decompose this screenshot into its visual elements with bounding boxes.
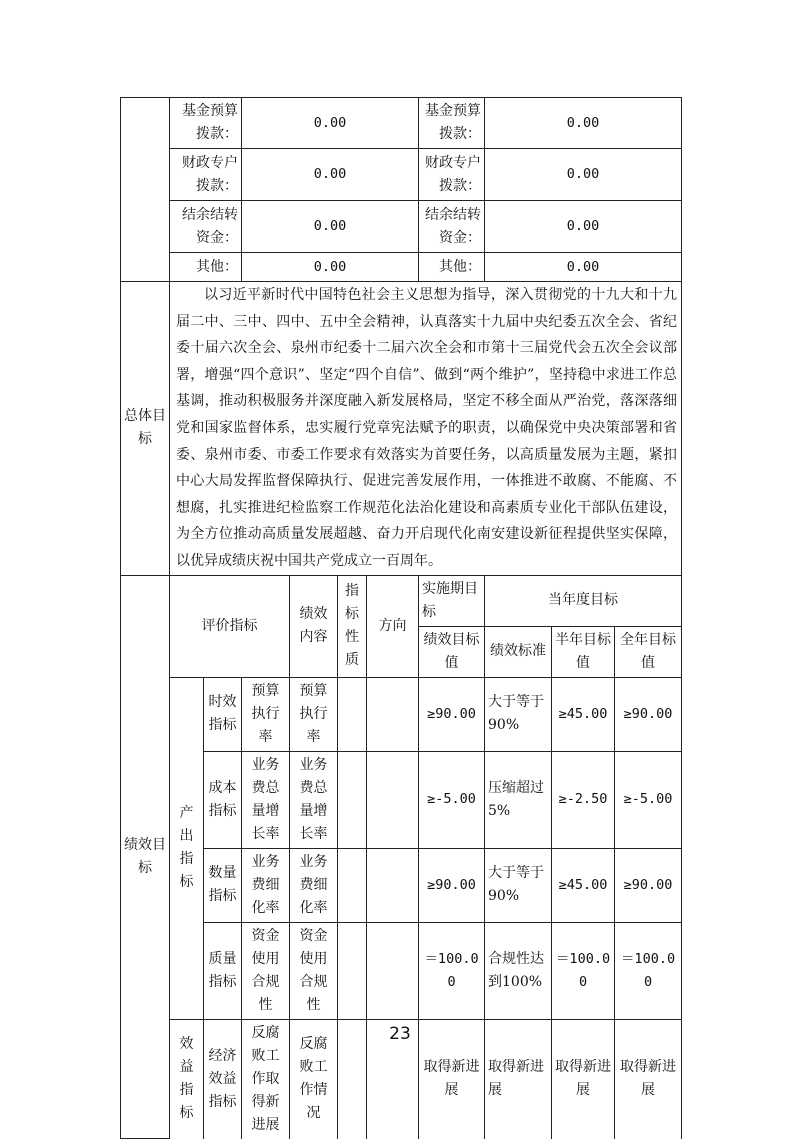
indicator-name: 反腐败工作取得新进展 — [242, 1019, 290, 1139]
funding-blank-cell — [121, 98, 170, 282]
header-current-year: 当年度目标 — [485, 575, 682, 626]
indicator-row — [121, 751, 682, 848]
funding-label-right: 基金预算拨款： — [419, 98, 485, 149]
sub-indicator: 时效指标 — [204, 677, 242, 751]
header-impl-value: 绩效目标值 — [419, 626, 485, 677]
indicator-direction — [367, 677, 419, 751]
funding-label-left: 其他： — [170, 253, 242, 282]
half-year-value: ≥45.00 — [552, 677, 615, 751]
funding-label-left: 结余结转资金： — [170, 201, 242, 253]
funding-row — [121, 98, 682, 149]
header-nature: 指标性质 — [338, 575, 367, 677]
full-year-value: ≥90.00 — [615, 848, 682, 922]
indicator-row — [121, 677, 682, 751]
funding-label-left: 财政专户拨款： — [170, 149, 242, 201]
indicator-row — [121, 848, 682, 922]
performance-goal-label: 绩效目标 — [121, 575, 170, 1139]
standard: 压缩超过5% — [485, 751, 552, 848]
sub-indicator: 经济效益指标 — [204, 1019, 242, 1139]
sub-indicator: 质量指标 — [204, 922, 242, 1019]
impl-value: 取得新进展 — [419, 1019, 485, 1139]
funding-value-right: 0.00 — [485, 201, 682, 253]
indicator-direction — [367, 751, 419, 848]
indicator-row — [121, 922, 682, 1019]
sub-indicator: 成本指标 — [204, 751, 242, 848]
funding-label-right: 结余结转资金： — [419, 201, 485, 253]
impl-value: ＝100.00 — [419, 922, 485, 1019]
impl-value: ≥90.00 — [419, 848, 485, 922]
standard: 合规性达到100% — [485, 922, 552, 1019]
half-year-value: ≥45.00 — [552, 848, 615, 922]
indicator-content: 业务费细化率 — [290, 848, 338, 922]
indicator-nature — [338, 751, 367, 848]
funding-label-left: 基金预算拨款： — [170, 98, 242, 149]
funding-value-left: 0.00 — [242, 98, 419, 149]
performance-header-row — [121, 575, 682, 626]
overall-goal-label: 总体目标 — [121, 282, 170, 576]
page-number: 23 — [389, 1024, 411, 1044]
header-full-year: 全年目标值 — [615, 626, 682, 677]
standard: 大于等于90% — [485, 848, 552, 922]
indicator-name: 预算执行率 — [242, 677, 290, 751]
funding-value-left: 0.00 — [242, 253, 419, 282]
full-year-value: 取得新进展 — [615, 1019, 682, 1139]
full-year-value: ≥90.00 — [615, 677, 682, 751]
indicator-name: 业务费总量增长率 — [242, 751, 290, 848]
overall-goal-row — [121, 282, 682, 576]
funding-label-right: 其他： — [419, 253, 485, 282]
header-half-year: 半年目标值 — [552, 626, 615, 677]
half-year-value: ＝100.00 — [552, 922, 615, 1019]
header-eval-indicator: 评价指标 — [170, 575, 290, 677]
impl-value: ≥90.00 — [419, 677, 485, 751]
header-impl-target: 实施期目标 — [419, 575, 485, 626]
indicator-content: 预算执行率 — [290, 677, 338, 751]
indicator-direction — [367, 848, 419, 922]
funding-value-right: 0.00 — [485, 253, 682, 282]
budget-performance-table — [120, 97, 682, 1139]
sub-indicator: 数量指标 — [204, 848, 242, 922]
indicator-content: 资金使用合规性 — [290, 922, 338, 1019]
funding-row — [121, 201, 682, 253]
full-year-value: ≥-5.00 — [615, 751, 682, 848]
funding-value-left: 0.00 — [242, 149, 419, 201]
funding-value-right: 0.00 — [485, 98, 682, 149]
header-direction: 方向 — [367, 575, 419, 677]
indicator-content: 反腐败工作情况 — [290, 1019, 338, 1139]
funding-row — [121, 149, 682, 201]
funding-label-right: 财政专户拨款： — [419, 149, 485, 201]
standard: 取得新进展 — [485, 1019, 552, 1139]
full-year-value: ＝100.00 — [615, 922, 682, 1019]
header-content: 绩效内容 — [290, 575, 338, 677]
header-standard: 绩效标准 — [485, 626, 552, 677]
indicator-nature — [338, 677, 367, 751]
half-year-value: 取得新进展 — [552, 1019, 615, 1139]
indicator-direction — [367, 922, 419, 1019]
funding-row — [121, 253, 682, 282]
overall-goal-text: 以习近平新时代中国特色社会主义思想为指导，深入贯彻党的十九大和十九届二中、三中、四中、五中全会精神，认真落实十九届中央纪委五次全会、省纪委十届六次全会、泉州市纪委十二届六次全会和市第十三届党代会五次全会议部署，增强“四个意识”、坚定“四个自信”、做到“两个维护”，坚持稳中求进工作总基调，推动积极服务并深度融入新发展格局，坚定不移全面从严治党，落深落细党和国家监督体系，忠实履行党章宪法赋予的职责，以确保党中央决策部署和省委、泉州市委、市委工作要求有效落实为首要任务，以高质量发展为主题，紧扣中心大局发挥监督保障执行、促进完善发展作用，一体推进不敢腐、不能腐、不想腐，扎实推进纪检监察工作规范化法治化建设和高素质专业化干部队伍建设，为全方位推动高质量发展超越、奋力开启现代化南安建设新征程提供坚实保障，以优异成绩庆祝中国共产党成立一百周年。 — [170, 282, 682, 576]
indicator-name: 业务费细化率 — [242, 848, 290, 922]
indicator-nature — [338, 922, 367, 1019]
indicator-nature — [338, 848, 367, 922]
funding-value-left: 0.00 — [242, 201, 419, 253]
indicator-content: 业务费总量增长率 — [290, 751, 338, 848]
impl-value: ≥-5.00 — [419, 751, 485, 848]
half-year-value: ≥-2.50 — [552, 751, 615, 848]
standard: 大于等于90% — [485, 677, 552, 751]
group-output-label: 产出指标 — [170, 677, 204, 1019]
group-benefit-label: 效益指标 — [170, 1019, 204, 1139]
indicator-name: 资金使用合规性 — [242, 922, 290, 1019]
funding-value-right: 0.00 — [485, 149, 682, 201]
